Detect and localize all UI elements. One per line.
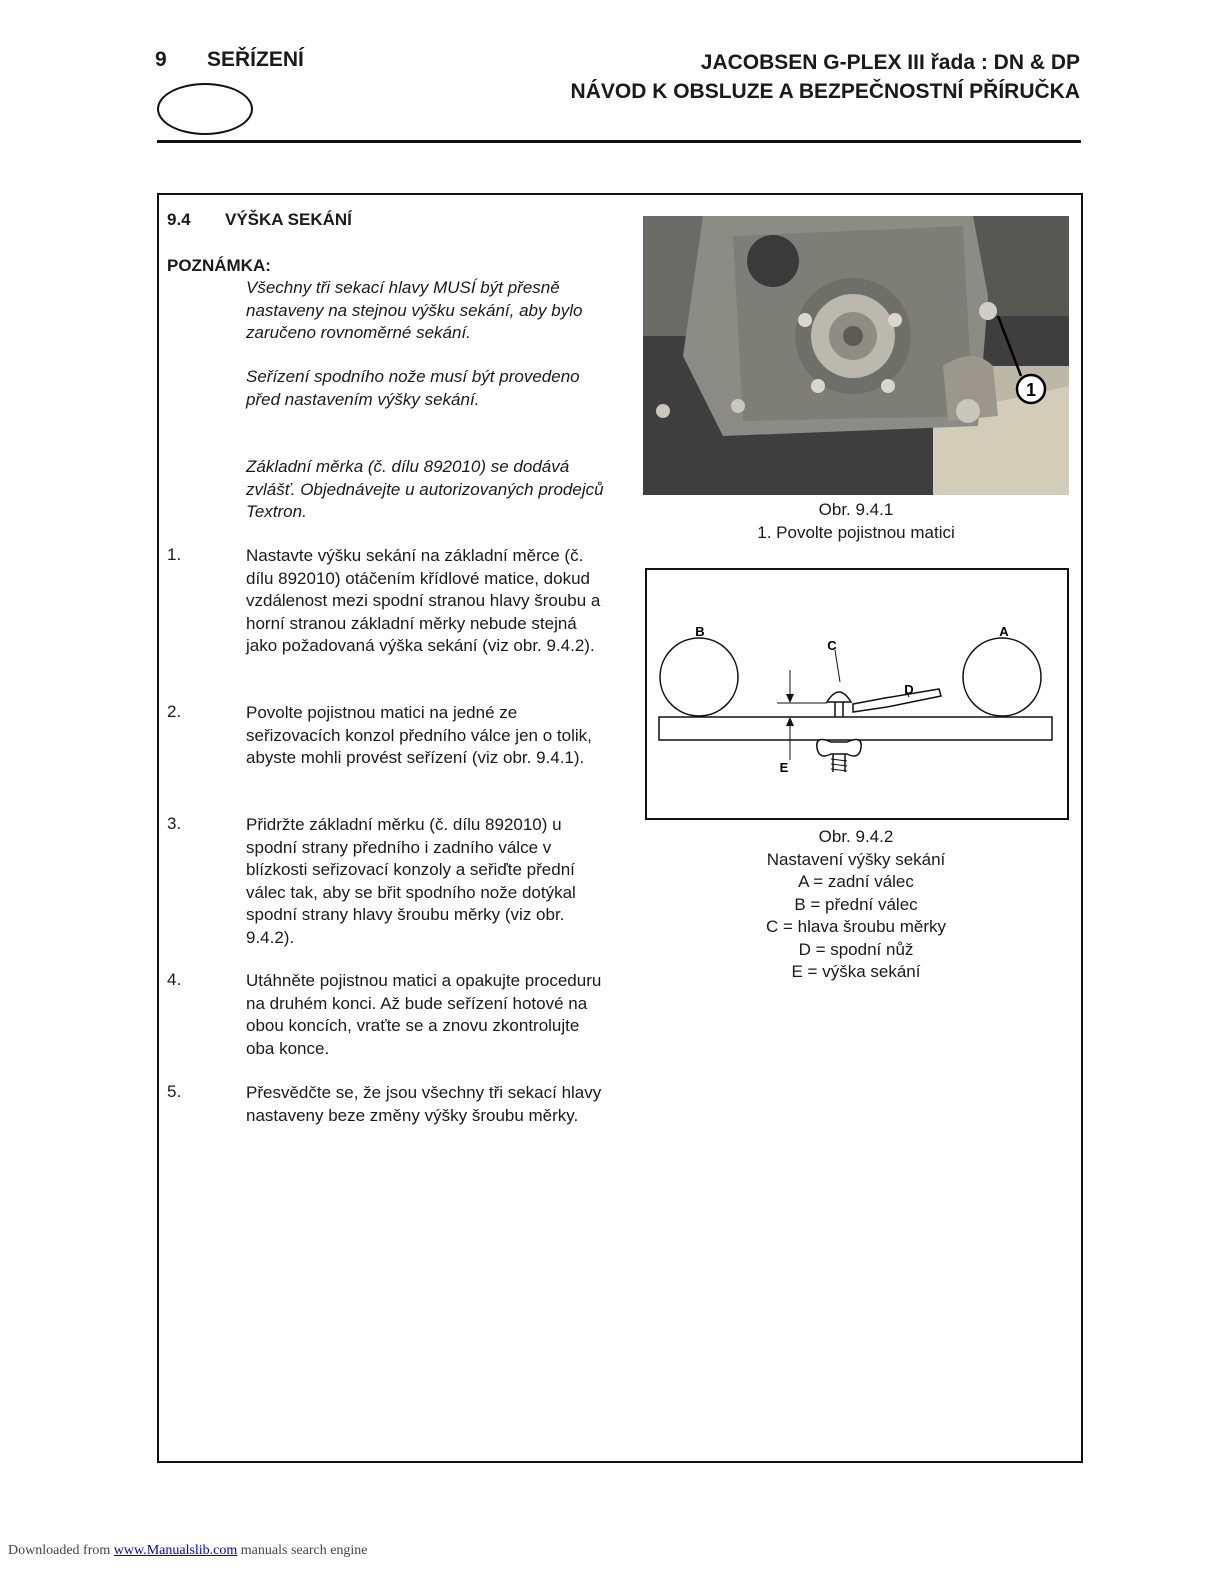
gauge-bar [659,717,1052,740]
figure-caption [643,826,1069,984]
caption-line: C = hlava šroubu měrky [766,917,946,936]
note-heading: POZNÁMKA: [167,256,271,275]
step-text: Přesvědčte se, že jsou všechny tři sekací hlavy nastaveny beze změny výšky šroubu měrky. [246,1083,602,1125]
bedknife [853,689,941,712]
subsection-title: VÝŠKA SEKÁNÍ [225,210,352,229]
note-paragraph: Všechny tři sekací hlavy MUSÍ být přesně nastaveny na stejnou výšku sekání, aby bylo zaručeno rovnoměrné sekání. [246,278,583,342]
title-line-1: JACOBSEN G-PLEX III řada : DN & DP [700,51,1080,74]
step-text: Přidržte základní měrku (č. dílu 892010) u spodní strany předního i zadního válce v blízkosti seřizovací konzoly a seřiďte přední válec tak, aby se břit spodního nože dotýkal spodní strany hlavy šroubu měrky (viz obr. 9.4.2). [246,815,576,947]
caption-line: Obr. 9.4.1 [818,500,894,519]
caption-line: Obr. 9.4.2 [818,827,894,846]
header-divider [157,140,1081,143]
label-c: C [827,638,837,653]
step-number: 3. [167,814,182,833]
step-number: 4. [167,970,182,989]
note-paragraph: Seřízení spodního nože musí být provedeno před nastavením výšky sekání. [246,367,580,409]
step-number: 1. [167,545,182,564]
figure-caption [643,499,1069,544]
step-text: Nastavte výšku sekání na základní měrce (č. dílu 892010) otáčením křídlové matice, dokud vzdálenost mezi spodní stranou hlavy šroubu a horní stranou základní měrky nebude stejná jako požadovaná výška sekání (viz obr. 9.4.2). [246,546,601,655]
manualslib-link[interactable]: www.Manualslib.com [113,1543,238,1558]
note-paragraph: Základní měrka (č. dílu 892010) se dodává zvlášť. Objednávejte u autorizovaných prodejců Textron. [246,457,604,521]
wing-nut [817,740,861,756]
caption-line: Nastavení výšky sekání [766,849,946,869]
section-header [155,48,304,72]
step-text: Utáhněte pojistnou matici a opakujte proceduru na druhém konci. Až bude seřízení hotové na obou koncích, vraťte se a znovu zkontrolujte oba konce. [246,971,602,1058]
subsection-number: 9.4 [167,210,191,229]
language-oval-icon [157,83,253,135]
footer-prefix: Downloaded from [8,1543,111,1558]
section-name: SEŘÍZENÍ [207,48,304,71]
rear-roller [963,638,1041,716]
caption-line: A = zadní válec [798,872,914,891]
front-roller [660,638,738,716]
step-number: 5. [167,1082,182,1101]
section-number: 9 [155,48,167,71]
callout-number: 1 [1025,380,1037,400]
label-a: A [999,624,1009,639]
label-b: B [695,624,705,639]
step-number: 2. [167,702,182,721]
cutting-height-diagram [645,568,1069,820]
footer-suffix: manuals search engine [240,1543,368,1558]
section-title [167,210,352,230]
gauge-screw-head [827,692,851,702]
adjustment-bracket-photo [643,216,1069,495]
download-footer [8,1543,368,1559]
label-d: D [904,682,914,697]
caption-line: D = spodní nůž [798,939,914,959]
document-title [571,48,1080,106]
caption-line: E = výška sekání [791,962,921,981]
label-e: E [779,760,789,775]
title-line-2: NÁVOD K OBSLUZE A BEZPEČNOSTNÍ PŘÍRUČKA [570,80,1080,103]
step-text: Povolte pojistnou matici na jedné ze seřizovacích konzol předního válce jen o tolik, abyste mohli provést seřízení (viz obr. 9.4.1). [246,703,592,767]
caption-line: B = přední válec [794,894,918,914]
caption-line: 1. Povolte pojistnou matici [757,522,955,542]
